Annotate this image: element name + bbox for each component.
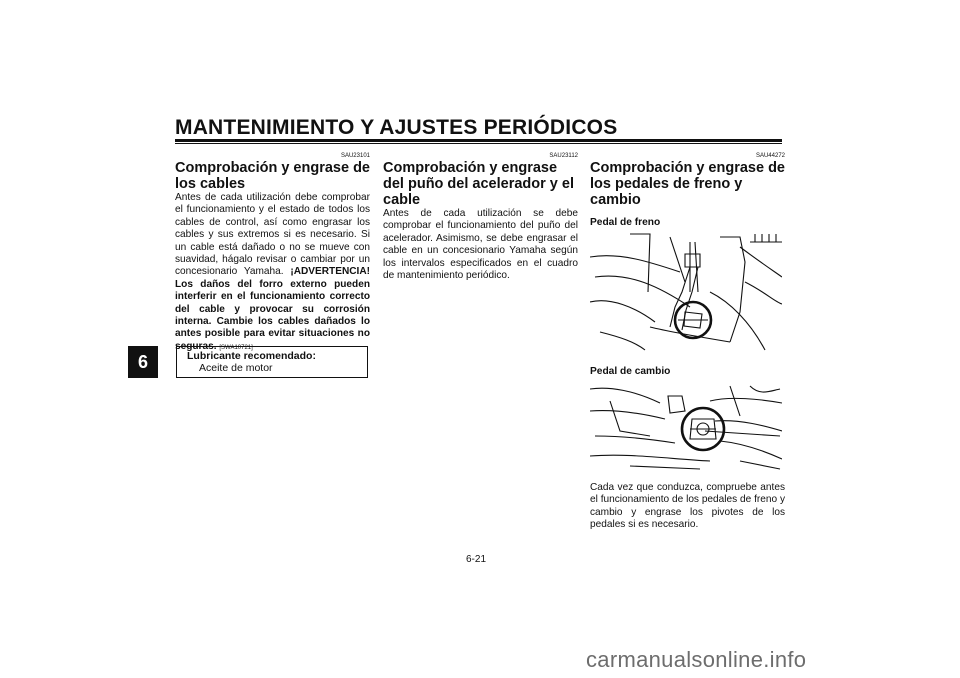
section-title: Comprobación y engrase del puño del acelerador y el cable xyxy=(383,160,574,208)
shift-pedal-illustration xyxy=(590,381,782,473)
column-pedals xyxy=(590,152,785,532)
section-body xyxy=(175,192,370,354)
page-number: 6-21 xyxy=(466,554,487,565)
lubricant-label: Lubricante recomendado: xyxy=(187,350,316,362)
chapter-tab: 6 xyxy=(128,346,158,378)
warning-text: ¡ADVERTENCIA! Los daños del forro externo pueden interferir en el funcionamiento correcto del cable y provocar su corrosión interna. Cambie los cables dañados lo antes posible para evitar situaciones no seguras. xyxy=(175,266,370,352)
section-title: Comprobación y engrase de los cables xyxy=(175,160,370,192)
shift-pedal-label: Pedal de cambio xyxy=(590,366,671,377)
warning-code: [SWA10721] xyxy=(219,344,253,351)
page-header-title: MANTENIMIENTO Y AJUSTES PERIÓDICOS xyxy=(175,116,618,139)
header-rule xyxy=(175,139,782,142)
section-code: SAU23101 xyxy=(340,153,370,159)
body-text: Antes de cada utilización debe comprobar el funcionamiento y el estado de todos los cables de control, así como engrasar los cables y sus extremos si es necesario. Si un cable está dañado o no se mueve con suavidad, hágalo revisar o cambiar por un concesionario Yamaha. xyxy=(175,192,370,278)
column-cables xyxy=(175,152,370,354)
brake-pedal-label: Pedal de freno xyxy=(590,217,661,228)
lubricant-value: Aceite de motor xyxy=(199,362,273,374)
header-rule-thin xyxy=(175,143,782,144)
watermark: carmanualsonline.info xyxy=(586,647,807,672)
section-body: Antes de cada utilización se debe comprobar el funcionamiento del puño del acelerador. Asimismo, se debe engrasar el cable en un concesionario Yamaha según los intervalos especificados en el cuadro de mantenimiento periódico. xyxy=(383,208,578,282)
section-code: SAU44272 xyxy=(755,153,785,159)
brake-pedal-illustration xyxy=(590,232,782,352)
lubricant-box xyxy=(176,346,368,378)
section-title: Comprobación y engrase de los pedales de freno y cambio xyxy=(590,160,785,208)
column-throttle xyxy=(383,152,578,282)
section-code: SAU23112 xyxy=(549,153,578,159)
pedals-body: Cada vez que conduzca, compruebe antes el funcionamiento de los pedales de freno y cambio y engrase los pivotes de los pedales si es necesario. xyxy=(590,482,785,531)
